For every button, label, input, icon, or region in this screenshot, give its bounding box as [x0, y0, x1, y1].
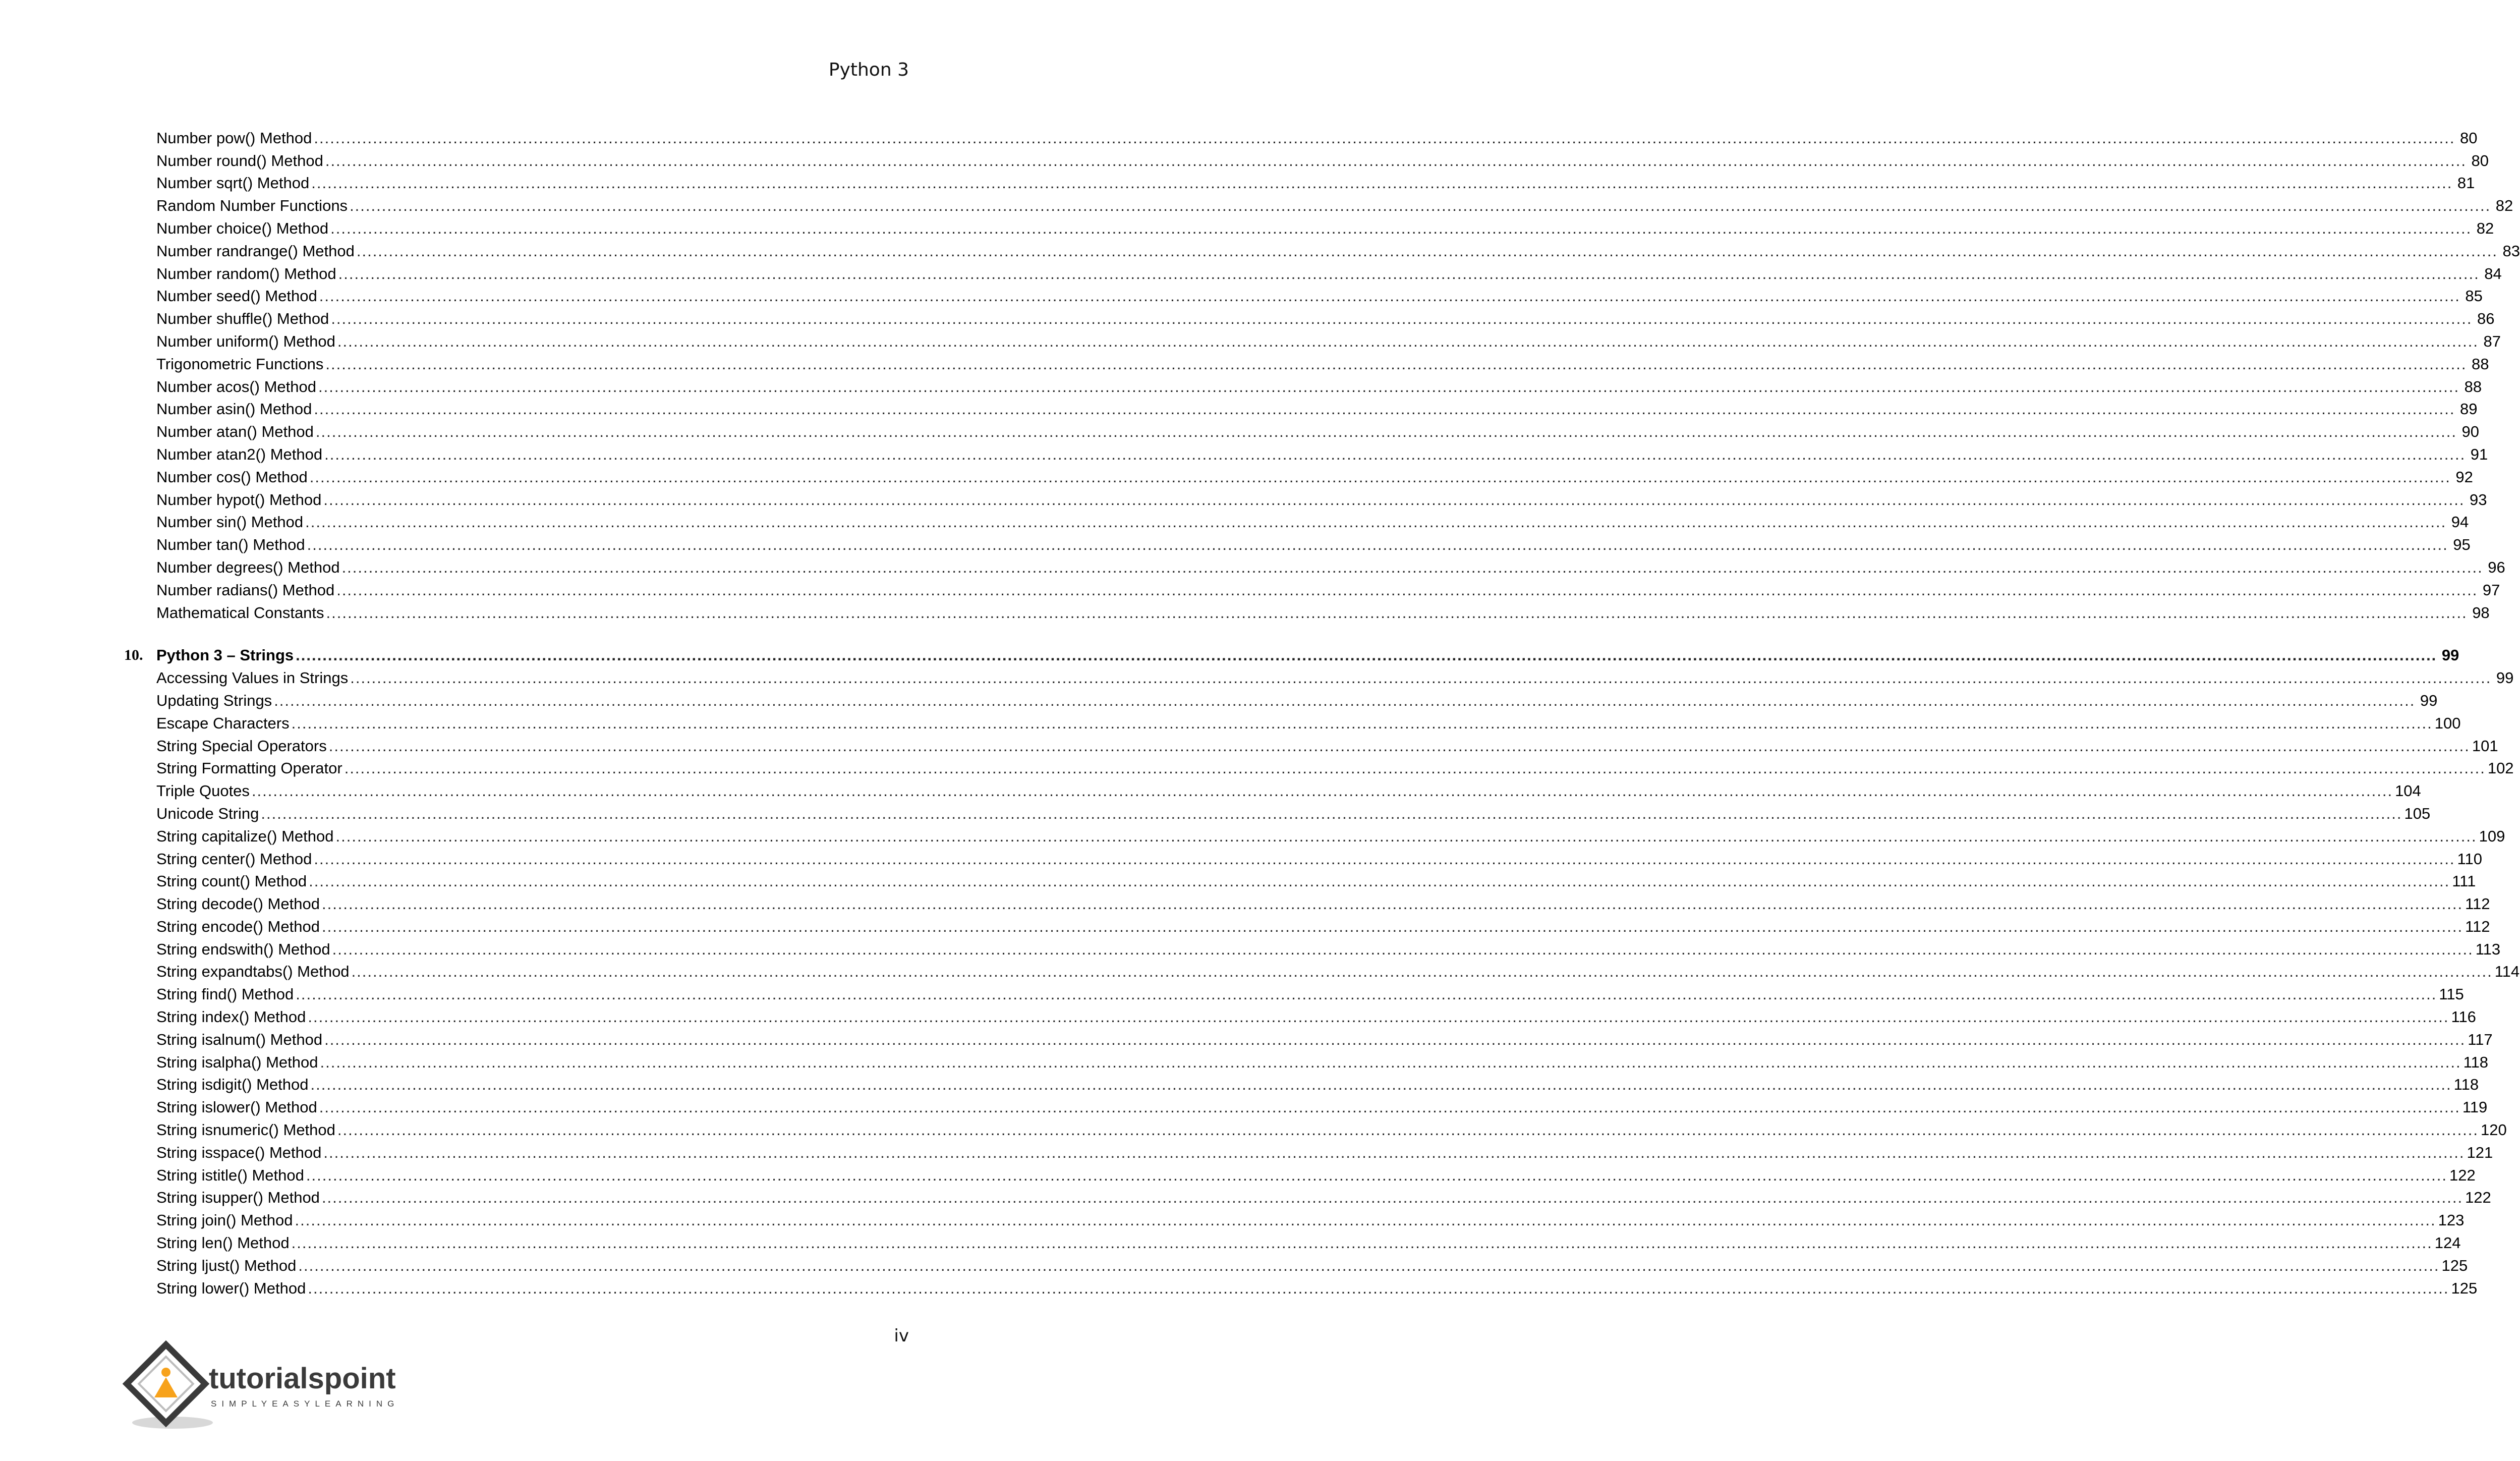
toc-leader-dots: ................................................................................................................................................................................................................................................................................................................................................................................................................	[314, 400, 2455, 418]
toc-entry-row[interactable]	[124, 1139, 2493, 1162]
toc-entry-title: String Formatting Operator	[156, 759, 342, 777]
toc-leader-dots: ................................................................................................................................................................................................................................................................................................................................................................................................................	[335, 827, 2477, 845]
toc-entry-row[interactable]	[124, 1094, 2488, 1116]
toc-entry-page-number: 125	[2451, 1279, 2478, 1297]
toc-entry-page-number: 93	[2470, 490, 2487, 509]
toc-entry-row[interactable]	[124, 215, 2494, 238]
toc-leader-dots: ................................................................................................................................................................................................................................................................................................................................................................................................................	[319, 1098, 2460, 1116]
toc-chapter-row[interactable]	[124, 642, 2459, 665]
toc-leader-dots: ................................................................................................................................................................................................................................................................................................................................................................................................................	[321, 917, 2464, 935]
toc-entry-title: Number sqrt() Method	[156, 174, 310, 192]
toc-leader-dots: ................................................................................................................................................................................................................................................................................................................................................................................................................	[323, 1143, 2465, 1161]
toc-entry-title: Number randrange() Method	[156, 242, 355, 260]
toc-entry-page-number: 119	[2462, 1098, 2488, 1116]
toc-entry-page-number: 83	[2502, 242, 2520, 260]
toc-entry-row[interactable]	[124, 1275, 2478, 1298]
toc-leader-dots: ................................................................................................................................................................................................................................................................................................................................................................................................................	[323, 490, 2465, 509]
toc-entry-page-number: 95	[2453, 536, 2471, 554]
toc-entry-row[interactable]	[124, 554, 2505, 577]
toc-entry-row[interactable]	[124, 260, 2502, 283]
toc-leader-dots: ................................................................................................................................................................................................................................................................................................................................................................................................................	[336, 581, 2478, 599]
toc-leader-dots: ................................................................................................................................................................................................................................................................................................................................................................................................................	[324, 445, 2466, 463]
toc-entry-title: Number radians() Method	[156, 581, 335, 599]
toc-leader-dots: ................................................................................................................................................................................................................................................................................................................................................................................................................	[296, 646, 2437, 664]
toc-leader-dots: ................................................................................................................................................................................................................................................................................................................................................................................................................	[291, 714, 2433, 732]
toc-entry-title: String index() Method	[156, 1008, 306, 1026]
toc-entry-title: Number hypot() Method	[156, 490, 322, 509]
toc-leader-dots: ................................................................................................................................................................................................................................................................................................................................................................................................................	[319, 287, 2460, 305]
toc-entry-page-number: 116	[2451, 1008, 2476, 1026]
toc-entry-page-number: 86	[2477, 310, 2495, 328]
toc-entry-row[interactable]	[124, 1116, 2507, 1139]
toc-leader-dots: ................................................................................................................................................................................................................................................................................................................................................................................................................	[311, 174, 2453, 192]
toc-entry-page-number: 80	[2471, 151, 2489, 170]
toc-entry-row[interactable]	[124, 283, 2483, 306]
toc-leader-dots: ................................................................................................................................................................................................................................................................................................................................................................................................................	[318, 377, 2460, 396]
toc-leader-dots: ................................................................................................................................................................................................................................................................................................................................................................................................................	[325, 151, 2467, 170]
toc-entry-page-number: 91	[2470, 445, 2488, 463]
toc-leader-dots: ................................................................................................................................................................................................................................................................................................................................................................................................................	[261, 804, 2402, 822]
toc-entry-row[interactable]	[124, 1049, 2489, 1072]
chapter-title: Python 3 – Strings	[156, 646, 294, 664]
toc-entry-page-number: 100	[2434, 714, 2461, 732]
toc-leader-dots: ................................................................................................................................................................................................................................................................................................................................................................................................................	[309, 872, 2450, 890]
toc-entry-title: Unicode String	[156, 804, 259, 822]
toc-entry-row[interactable]	[124, 1185, 2491, 1207]
toc-entry-title: Number cos() Method	[156, 468, 308, 486]
toc-leader-dots: ................................................................................................................................................................................................................................................................................................................................................................................................................	[305, 513, 2447, 531]
toc-entry-row[interactable]	[124, 328, 2501, 351]
toc-entry-row[interactable]	[124, 733, 2498, 755]
toc-entry-page-number: 87	[2483, 332, 2501, 350]
toc-leader-dots: ................................................................................................................................................................................................................................................................................................................................................................................................................	[296, 985, 2437, 1003]
toc-entry-title: Updating Strings	[156, 691, 272, 709]
toc-entry-row[interactable]	[124, 959, 2520, 981]
toc-entry-page-number: 80	[2460, 129, 2478, 147]
toc-leader-dots: ................................................................................................................................................................................................................................................................................................................................................................................................................	[332, 940, 2474, 958]
toc-leader-dots: ................................................................................................................................................................................................................................................................................................................................................................................................................	[344, 759, 2486, 777]
toc-entry-row[interactable]	[124, 1229, 2461, 1252]
toc-entry-page-number: 121	[2467, 1143, 2493, 1161]
toc-entry-page-number: 112	[2465, 895, 2490, 913]
toc-entry-page-number: 94	[2451, 513, 2469, 531]
toc-leader-dots: ................................................................................................................................................................................................................................................................................................................................................................................................................	[298, 1256, 2440, 1274]
toc-entry-title: Trigonometric Functions	[156, 355, 324, 373]
toc-entry-page-number: 82	[2476, 219, 2494, 237]
tutorialspoint-logo	[124, 1342, 437, 1433]
toc-entry-row[interactable]	[124, 981, 2464, 1003]
toc-entry-title: String isalpha() Method	[156, 1053, 318, 1071]
toc-leader-dots: ................................................................................................................................................................................................................................................................................................................................................................................................................	[295, 1211, 2436, 1229]
toc-entry-page-number: 109	[2479, 827, 2505, 845]
toc-entry-title: Random Number Functions	[156, 197, 348, 215]
page-number-footer: iv	[894, 1326, 909, 1346]
toc-leader-dots: ................................................................................................................................................................................................................................................................................................................................................................................................................	[251, 782, 2393, 800]
toc-entry-title: String lower() Method	[156, 1279, 306, 1297]
toc-entry-page-number: 115	[2439, 985, 2464, 1003]
toc-entry-page-number: 113	[2475, 940, 2501, 958]
toc-entry-page-number: 102	[2487, 759, 2514, 777]
toc-entry-row[interactable]	[124, 509, 2469, 532]
toc-entry-row[interactable]	[124, 777, 2421, 800]
toc-leader-dots: ................................................................................................................................................................................................................................................................................................................................................................................................................	[320, 1053, 2461, 1071]
toc-entry-page-number: 123	[2438, 1211, 2465, 1229]
toc-entry-page-number: 104	[2395, 782, 2421, 800]
toc-leader-dots: ................................................................................................................................................................................................................................................................................................................................................................................................................	[325, 355, 2467, 373]
toc-entry-title: Mathematical Constants	[156, 603, 324, 622]
toc-leader-dots: ................................................................................................................................................................................................................................................................................................................................................................................................................	[314, 129, 2455, 147]
toc-leader-dots: ................................................................................................................................................................................................................................................................................................................................................................................................................	[314, 850, 2455, 868]
toc-entry-page-number: 122	[2465, 1189, 2491, 1207]
chapter-spacer	[124, 622, 909, 642]
toc-entry-title: String decode() Method	[156, 895, 320, 913]
toc-entry-title: String count() Method	[156, 872, 307, 890]
toc-entry-row[interactable]	[124, 1207, 2465, 1229]
toc-entry-row[interactable]	[124, 125, 2478, 147]
logo-tagline: SIMPLYEASYLEARNING	[211, 1399, 399, 1409]
toc-entry-row[interactable]	[124, 913, 2490, 936]
toc-entry-title: String islower() Method	[156, 1098, 317, 1116]
toc-entry-title: String isspace() Method	[156, 1143, 322, 1161]
toc-entry-row[interactable]	[124, 396, 2478, 419]
logo-wordmark-text: tutorialspoint	[209, 1362, 396, 1395]
toc-entry-page-number: 110	[2457, 850, 2482, 868]
toc-entry-title: Number shuffle() Method	[156, 310, 329, 328]
toc-entry-row[interactable]	[124, 441, 2488, 464]
toc-entry-row[interactable]	[124, 170, 2475, 193]
toc-leader-dots: ................................................................................................................................................................................................................................................................................................................................................................................................................	[337, 1121, 2479, 1139]
toc-entry-row[interactable]	[124, 890, 2490, 913]
toc-entry-title: String find() Method	[156, 985, 294, 1003]
toc-entry-page-number: 101	[2472, 737, 2498, 755]
toc-entry-title: Number atan() Method	[156, 423, 314, 441]
toc-entry-page-number: 118	[2463, 1053, 2489, 1071]
toc-entry-row[interactable]	[124, 464, 2473, 486]
toc-entry-title: Number seed() Method	[156, 287, 317, 305]
toc-entry-title: Escape Characters	[156, 714, 290, 732]
toc-entry-row[interactable]	[124, 1003, 2476, 1026]
toc-entry-page-number: 125	[2441, 1256, 2468, 1274]
toc-entry-title: String join() Method	[156, 1211, 293, 1229]
toc-entry-row[interactable]	[124, 868, 2476, 891]
toc-entry-title: String encode() Method	[156, 917, 320, 935]
toc-entry-title: Number choice() Method	[156, 219, 329, 237]
toc-entry-row[interactable]	[124, 755, 2514, 778]
toc-entry-page-number: 114	[2494, 963, 2520, 981]
toc-leader-dots: ................................................................................................................................................................................................................................................................................................................................................................................................................	[326, 603, 2468, 622]
toc-entry-row[interactable]	[124, 823, 2505, 846]
toc-entry-title: String istitle() Method	[156, 1166, 304, 1184]
toc-leader-dots: ................................................................................................................................................................................................................................................................................................................................................................................................................	[356, 242, 2498, 260]
toc-entry-row[interactable]	[124, 936, 2501, 959]
logo-person-icon	[161, 1368, 170, 1377]
toc-entry-title: Number acos() Method	[156, 377, 317, 396]
toc-leader-dots: ................................................................................................................................................................................................................................................................................................................................................................................................................	[306, 1166, 2448, 1184]
toc-leader-dots: ................................................................................................................................................................................................................................................................................................................................................................................................................	[307, 536, 2448, 554]
toc-leader-dots: ................................................................................................................................................................................................................................................................................................................................................................................................................	[330, 219, 2472, 237]
toc-entry-page-number: 111	[2452, 872, 2476, 890]
toc-entry-title: Number degrees() Method	[156, 558, 340, 576]
toc-entry-row[interactable]	[124, 1162, 2476, 1185]
chapter-page-number: 99	[2441, 646, 2459, 664]
toc-entry-page-number: 120	[2481, 1121, 2507, 1139]
toc-entry-row[interactable]	[124, 1026, 2493, 1049]
toc-entry-page-number: 88	[2464, 377, 2482, 396]
toc-entry-row[interactable]	[124, 531, 2471, 554]
toc-entry-page-number: 117	[2468, 1030, 2493, 1048]
toc-entry-row[interactable]	[124, 351, 2489, 373]
toc-entry-row[interactable]	[124, 710, 2461, 733]
toc-entry-title: String isdigit() Method	[156, 1076, 309, 1094]
toc-entry-page-number: 90	[2461, 423, 2479, 441]
toc-entry-row[interactable]	[124, 192, 2513, 215]
toc-entry-row[interactable]	[124, 1252, 2468, 1275]
toc-entry-title: String ljust() Method	[156, 1256, 297, 1274]
toc-entry-page-number: 124	[2434, 1234, 2461, 1252]
toc-entry-page-number: 85	[2465, 287, 2483, 305]
toc-entry-row[interactable]	[124, 800, 2431, 823]
toc-entry-page-number: 96	[2488, 558, 2505, 576]
toc-entry-row[interactable]	[124, 577, 2500, 599]
toc-section-strings	[124, 664, 2520, 1297]
toc-entry-title: String Special Operators	[156, 737, 327, 755]
toc-entry-title: Triple Quotes	[156, 782, 250, 800]
toc-entry-page-number: 82	[2495, 197, 2513, 215]
toc-entry-row[interactable]	[124, 373, 2482, 396]
toc-leader-dots: ................................................................................................................................................................................................................................................................................................................................................................................................................	[341, 558, 2483, 576]
toc-entry-page-number: 105	[2404, 804, 2431, 822]
toc-leader-dots: ................................................................................................................................................................................................................................................................................................................................................................................................................	[291, 1234, 2433, 1252]
toc-leader-dots: ................................................................................................................................................................................................................................................................................................................................................................................................................	[350, 669, 2492, 687]
toc-leader-dots: ................................................................................................................................................................................................................................................................................................................................................................................................................	[350, 197, 2491, 215]
toc-leader-dots: ................................................................................................................................................................................................................................................................................................................................................................................................................	[337, 332, 2479, 350]
toc-leader-dots: ................................................................................................................................................................................................................................................................................................................................................................................................................	[315, 423, 2457, 441]
toc-entry-title: Number sin() Method	[156, 513, 304, 531]
toc-entry-title: Number random() Method	[156, 264, 336, 283]
toc-entry-title: String len() Method	[156, 1234, 290, 1252]
toc-entry-page-number: 98	[2472, 603, 2490, 622]
toc-section-numbers	[124, 125, 2520, 622]
table-of-contents	[124, 125, 2520, 1298]
toc-entry-title: Number asin() Method	[156, 400, 312, 418]
toc-entry-title: String isupper() Method	[156, 1189, 320, 1207]
toc-entry-title: String expandtabs() Method	[156, 963, 350, 981]
toc-entry-page-number: 84	[2484, 264, 2502, 283]
toc-leader-dots: ................................................................................................................................................................................................................................................................................................................................................................................................................	[324, 1030, 2466, 1048]
toc-leader-dots: ................................................................................................................................................................................................................................................................................................................................................................................................................	[338, 264, 2480, 283]
toc-leader-dots: ................................................................................................................................................................................................................................................................................................................................................................................................................	[351, 963, 2493, 981]
toc-entry-title: String endswith() Method	[156, 940, 330, 958]
toc-entry-page-number: 118	[2453, 1076, 2479, 1094]
toc-leader-dots: ................................................................................................................................................................................................................................................................................................................................................................................................................	[310, 1076, 2452, 1094]
logo-wordmark	[209, 1362, 396, 1395]
toc-entry-row[interactable]	[124, 238, 2520, 260]
toc-entry-title: Number atan2() Method	[156, 445, 323, 463]
toc-entry-title: String capitalize() Method	[156, 827, 334, 845]
toc-entry-row[interactable]	[124, 687, 2438, 710]
toc-entry-title: Number pow() Method	[156, 129, 312, 147]
toc-leader-dots: ................................................................................................................................................................................................................................................................................................................................................................................................................	[308, 1279, 2449, 1297]
toc-entry-title: Number tan() Method	[156, 536, 305, 554]
toc-entry-page-number: 89	[2460, 400, 2478, 418]
toc-entry-page-number: 122	[2449, 1166, 2476, 1184]
toc-entry-title: Accessing Values in Strings	[156, 669, 349, 687]
toc-leader-dots: ................................................................................................................................................................................................................................................................................................................................................................................................................	[321, 895, 2464, 913]
chapter-number: 10.	[124, 647, 143, 664]
page-header-title: Python 3	[828, 60, 909, 80]
toc-entry-row[interactable]	[124, 664, 2514, 687]
toc-entry-row[interactable]	[124, 1072, 2479, 1094]
toc-entry-title: String isalnum() Method	[156, 1030, 323, 1048]
toc-entry-row[interactable]	[124, 418, 2479, 441]
toc-entry-page-number: 99	[2420, 691, 2438, 709]
toc-leader-dots: ................................................................................................................................................................................................................................................................................................................................................................................................................	[331, 310, 2473, 328]
toc-leader-dots: ................................................................................................................................................................................................................................................................................................................................................................................................................	[328, 737, 2470, 755]
toc-leader-dots: ................................................................................................................................................................................................................................................................................................................................................................................................................	[321, 1189, 2464, 1207]
toc-entry-title: String center() Method	[156, 850, 312, 868]
toc-entry-row[interactable]	[124, 846, 2482, 868]
toc-leader-dots: ................................................................................................................................................................................................................................................................................................................................................................................................................	[308, 1008, 2449, 1026]
toc-entry-page-number: 92	[2455, 468, 2473, 486]
toc-entry-row[interactable]	[124, 599, 2490, 622]
toc-entry-title: Number uniform() Method	[156, 332, 335, 350]
toc-entry-page-number: 88	[2472, 355, 2489, 373]
toc-entry-row[interactable]	[124, 486, 2487, 509]
toc-entry-page-number: 81	[2457, 174, 2475, 192]
toc-entry-row[interactable]	[124, 147, 2489, 170]
toc-entry-page-number: 112	[2465, 917, 2490, 935]
toc-leader-dots: ................................................................................................................................................................................................................................................................................................................................................................................................................	[274, 691, 2416, 709]
toc-entry-row[interactable]	[124, 305, 2495, 328]
toc-entry-page-number: 97	[2482, 581, 2500, 599]
toc-entry-page-number: 99	[2496, 669, 2514, 687]
toc-entry-title: Number round() Method	[156, 151, 323, 170]
toc-leader-dots: ................................................................................................................................................................................................................................................................................................................................................................................................................	[309, 468, 2451, 486]
toc-entry-title: String isnumeric() Method	[156, 1121, 335, 1139]
